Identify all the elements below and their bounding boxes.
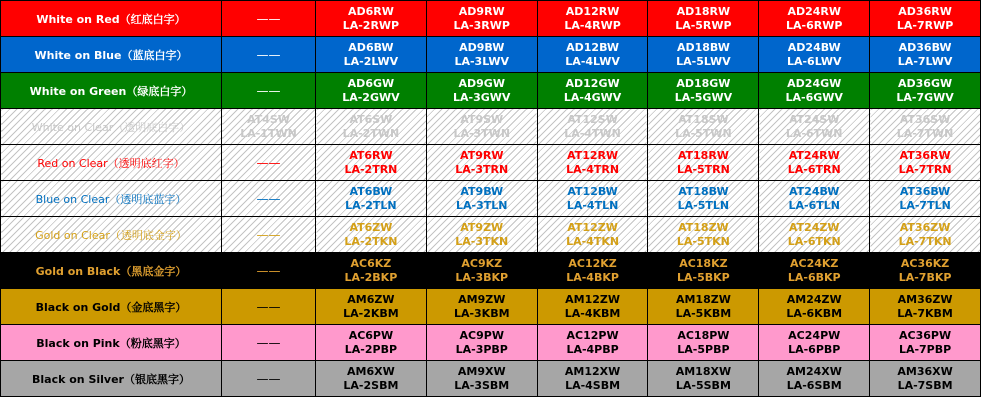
la-code: LA-1TWN (240, 126, 297, 140)
model-code: AD12BW (566, 40, 619, 54)
code-cell (537, 217, 648, 253)
table-row (1, 1, 981, 37)
la-code: LA-2BKP (344, 270, 398, 284)
model-code: AC12PW (566, 328, 619, 342)
code-cell (426, 181, 537, 217)
la-code: LA-4GWV (563, 90, 622, 104)
empty-dash-cell: —— (222, 145, 316, 181)
model-code: AD36RW (898, 4, 952, 18)
code-cell (537, 37, 648, 73)
la-code: LA-4TRN (566, 162, 620, 176)
code-cell (870, 109, 981, 145)
table-row (1, 109, 981, 145)
model-code: AT24SW (788, 112, 840, 126)
la-code: LA-3TWN (453, 126, 511, 140)
la-code: LA-5GWV (674, 90, 733, 104)
la-code: LA-7TWN (896, 126, 954, 140)
la-code: LA-3SBM (454, 378, 510, 392)
la-code: LA-2LWV (343, 54, 399, 68)
model-code: AD9GW (458, 76, 505, 90)
code-cell (870, 289, 981, 325)
code-cell (759, 109, 870, 145)
model-code: AD6RW (347, 4, 394, 18)
model-code: AM36ZW (897, 292, 953, 306)
code-cell (648, 253, 759, 289)
code-cell (759, 253, 870, 289)
la-code: LA-3LWV (454, 54, 510, 68)
code-cell (426, 145, 537, 181)
code-cell (537, 181, 648, 217)
color-name-cell: Gold on Clear（透明底金字） (1, 217, 222, 253)
code-cell (316, 145, 427, 181)
code-cell (759, 289, 870, 325)
la-code: LA-7TRN (898, 162, 952, 176)
la-code: LA-4BKP (566, 270, 619, 284)
table-row (1, 325, 981, 361)
code-cell (759, 361, 870, 397)
code-cell (870, 181, 981, 217)
model-code: AT6SW (349, 112, 393, 126)
la-code: LA-6TLN (788, 198, 840, 212)
color-name-cell: Red on Clear（透明底红字） (1, 145, 222, 181)
la-code: LA-5LWV (676, 54, 731, 68)
model-code: AT18RW (677, 148, 729, 162)
code-cell (426, 253, 537, 289)
code-cell (648, 1, 759, 37)
la-code: LA-4TLN (566, 198, 619, 212)
empty-dash-cell: —— (222, 325, 316, 361)
model-code: AD24BW (787, 40, 841, 54)
color-name-cell: White on Clear（透明底白字） (1, 109, 222, 145)
code-cell (426, 217, 537, 253)
la-code: LA-4TWN (564, 126, 621, 140)
model-code: AC36PW (899, 328, 952, 342)
code-cell (537, 145, 648, 181)
la-code: LA-3PBP (455, 342, 508, 356)
table-row (1, 37, 981, 73)
model-code: AM24XW (786, 364, 842, 378)
color-name-cell: Blue on Clear（透明底蓝字） (1, 181, 222, 217)
code-cell (870, 73, 981, 109)
model-code: AT18SW (678, 112, 729, 126)
model-code: AD6BW (348, 40, 394, 54)
model-code: AC9KZ (461, 256, 503, 270)
la-code: LA-3RWP (453, 18, 510, 32)
code-cell (759, 73, 870, 109)
code-cell (426, 325, 537, 361)
code-cell (870, 37, 981, 73)
code-cell (426, 361, 537, 397)
table-row (1, 289, 981, 325)
code-cell (537, 361, 648, 397)
model-code: AC24PW (788, 328, 841, 342)
la-code: LA-5RWP (675, 18, 732, 32)
la-code: LA-6KBM (786, 306, 843, 320)
model-code: AM24ZW (786, 292, 842, 306)
code-cell (759, 181, 870, 217)
code-cell (870, 253, 981, 289)
code-cell (648, 361, 759, 397)
code-cell (759, 217, 870, 253)
code-cell (316, 253, 427, 289)
model-code: AM18ZW (675, 292, 731, 306)
model-code: AD18GW (676, 76, 731, 90)
model-code: AC24KZ (790, 256, 839, 270)
code-cell (426, 1, 537, 37)
table-row (1, 217, 981, 253)
model-code: AT36ZW (899, 220, 951, 234)
la-code: LA-3TRN (455, 162, 509, 176)
code-cell (537, 289, 648, 325)
code-cell (870, 217, 981, 253)
empty-dash-cell: —— (222, 37, 316, 73)
la-code: LA-4KBM (564, 306, 621, 320)
code-cell (316, 289, 427, 325)
code-cell (316, 73, 427, 109)
la-code: LA-2TRN (344, 162, 398, 176)
la-code: LA-5KBM (675, 306, 732, 320)
code-cell (870, 325, 981, 361)
la-code: LA-6TKN (787, 234, 841, 248)
model-code: AD18BW (676, 40, 730, 54)
code-cell (648, 289, 759, 325)
color-name-cell: Black on Silver（银底黑字） (1, 361, 222, 397)
code-cell (316, 325, 427, 361)
la-code: LA-6SBM (786, 378, 842, 392)
code-cell (648, 181, 759, 217)
model-code: AC18KZ (679, 256, 728, 270)
la-code: LA-2KBM (343, 306, 399, 320)
model-code: AM12ZW (565, 292, 621, 306)
la-code: LA-2PBP (344, 342, 398, 356)
la-code: LA-5TLN (677, 198, 730, 212)
table-row (1, 181, 981, 217)
empty-dash-cell: —— (222, 289, 316, 325)
model-code: AM9XW (457, 364, 506, 378)
model-code: AT36RW (899, 148, 951, 162)
model-code: AT9BW (460, 184, 504, 198)
model-code: AT24RW (788, 148, 840, 162)
la-code: LA-7KBM (897, 306, 953, 320)
model-code: AD18RW (676, 4, 731, 18)
la-code: LA-7TKN (898, 234, 952, 248)
la-code: LA-2TKN (344, 234, 398, 248)
model-code: AM36XW (897, 364, 953, 378)
la-code: LA-7TLN (899, 198, 951, 212)
table-row (1, 145, 981, 181)
color-name-cell: Black on Pink（粉底黑字） (1, 325, 222, 361)
color-name-cell: White on Red（红底白字） (1, 1, 222, 37)
code-cell (648, 73, 759, 109)
code-cell (222, 109, 316, 145)
la-code: LA-7PBP (898, 342, 952, 356)
model-code: AT9SW (460, 112, 504, 126)
la-code: LA-7RWP (896, 18, 954, 32)
code-cell (648, 37, 759, 73)
code-cell (426, 289, 537, 325)
model-code: AT18ZW (678, 220, 729, 234)
la-code: LA-5PBP (677, 342, 730, 356)
model-code: AD9BW (459, 40, 505, 54)
code-cell (426, 109, 537, 145)
model-code: AT36SW (899, 112, 951, 126)
empty-dash-cell: —— (222, 217, 316, 253)
la-code: LA-7BKP (898, 270, 952, 284)
la-code: LA-6LWV (786, 54, 842, 68)
la-code: LA-2SBM (343, 378, 399, 392)
code-cell (426, 37, 537, 73)
la-code: LA-4RWP (564, 18, 621, 32)
la-code: LA-3KBM (453, 306, 510, 320)
code-cell (870, 1, 981, 37)
model-code: AT12RW (567, 148, 619, 162)
la-code: LA-2TWN (342, 126, 400, 140)
code-cell (316, 361, 427, 397)
la-code: LA-7SBM (897, 378, 953, 392)
empty-dash-cell: —— (222, 181, 316, 217)
model-code: AD36BW (898, 40, 952, 54)
la-code: LA-3TLN (456, 198, 508, 212)
table-row (1, 253, 981, 289)
code-cell (537, 253, 648, 289)
la-code: LA-6TWN (785, 126, 843, 140)
la-code: LA-5SBM (675, 378, 731, 392)
la-code: LA-7GWV (896, 90, 954, 104)
code-cell (426, 73, 537, 109)
la-code: LA-6RWP (786, 18, 843, 32)
model-code: AD6GW (347, 76, 395, 90)
la-code: LA-5TRN (676, 162, 730, 176)
model-code: AD12RW (565, 4, 620, 18)
model-code: AC6KZ (350, 256, 392, 270)
la-code: LA-7LWV (897, 54, 953, 68)
code-cell (316, 217, 427, 253)
model-code: AT36BW (899, 184, 951, 198)
code-cell (537, 325, 648, 361)
code-cell (870, 145, 981, 181)
table-row (1, 361, 981, 397)
la-code: LA-4SBM (565, 378, 621, 392)
model-code: AT4SW (247, 112, 290, 126)
model-code: AC36KZ (900, 256, 950, 270)
la-code: LA-2TLN (345, 198, 397, 212)
la-code: LA-6PBP (788, 342, 841, 356)
la-code: LA-2GWV (342, 90, 400, 104)
model-code: AM12XW (564, 364, 621, 378)
model-code: AT9ZW (460, 220, 504, 234)
code-cell (316, 181, 427, 217)
code-cell (648, 109, 759, 145)
model-code: AD36GW (898, 76, 953, 90)
model-code: AT9RW (460, 148, 504, 162)
la-code: LA-5BKP (677, 270, 730, 284)
code-cell (870, 361, 981, 397)
empty-dash-cell: —— (222, 73, 316, 109)
color-name-cell: Black on Gold（金底黑字） (1, 289, 222, 325)
la-code: LA-5TKN (676, 234, 730, 248)
code-cell (648, 217, 759, 253)
la-code: LA-6BKP (787, 270, 841, 284)
model-code: AT6RW (349, 148, 393, 162)
model-code: AT18BW (678, 184, 729, 198)
code-cell (759, 325, 870, 361)
code-cell (759, 37, 870, 73)
la-code: LA-3TKN (455, 234, 509, 248)
la-code: LA-6GWV (785, 90, 843, 104)
model-code: AT24ZW (788, 220, 840, 234)
la-code: LA-2RWP (342, 18, 400, 32)
empty-dash-cell: —— (222, 1, 316, 37)
model-code: AM6ZW (347, 292, 395, 306)
code-cell (537, 1, 648, 37)
table-row (1, 73, 981, 109)
code-cell (316, 37, 427, 73)
la-code: LA-4TKN (566, 234, 620, 248)
model-code: AT12ZW (567, 220, 618, 234)
la-code: LA-3GWV (453, 90, 511, 104)
table-body (1, 1, 981, 397)
model-code: AC18PW (677, 328, 730, 342)
model-code: AD9RW (458, 4, 505, 18)
code-cell (316, 109, 427, 145)
model-code: AD24GW (787, 76, 842, 90)
model-code: AT6ZW (349, 220, 393, 234)
model-code: AC6PW (348, 328, 394, 342)
color-name-cell: White on Green（绿底白字） (1, 73, 222, 109)
la-code: LA-4LWV (565, 54, 620, 68)
color-name-cell: Gold on Black（黑底金字） (1, 253, 222, 289)
code-cell (648, 145, 759, 181)
model-code: AT6BW (349, 184, 393, 198)
empty-dash-cell: —— (222, 253, 316, 289)
code-cell (537, 109, 648, 145)
model-code: AM9ZW (458, 292, 506, 306)
model-code: AT24BW (789, 184, 840, 198)
code-cell (759, 1, 870, 37)
model-code: AM6XW (347, 364, 395, 378)
color-name-cell: White on Blue（蓝底白字） (1, 37, 222, 73)
la-code: LA-3BKP (455, 270, 509, 284)
model-code: AC12KZ (568, 256, 617, 270)
model-code: AD24RW (787, 4, 841, 18)
code-cell (648, 325, 759, 361)
model-code: AD12GW (565, 76, 620, 90)
la-code: LA-6TRN (787, 162, 841, 176)
model-code: AC9PW (459, 328, 504, 342)
model-code: AT12BW (567, 184, 618, 198)
model-code: AM18XW (675, 364, 732, 378)
la-code: LA-4PBP (566, 342, 619, 356)
la-code: LA-5TWN (675, 126, 732, 140)
model-code: AT12SW (567, 112, 618, 126)
code-cell (759, 145, 870, 181)
code-cell (537, 73, 648, 109)
code-cell (316, 1, 427, 37)
empty-dash-cell: —— (222, 361, 316, 397)
